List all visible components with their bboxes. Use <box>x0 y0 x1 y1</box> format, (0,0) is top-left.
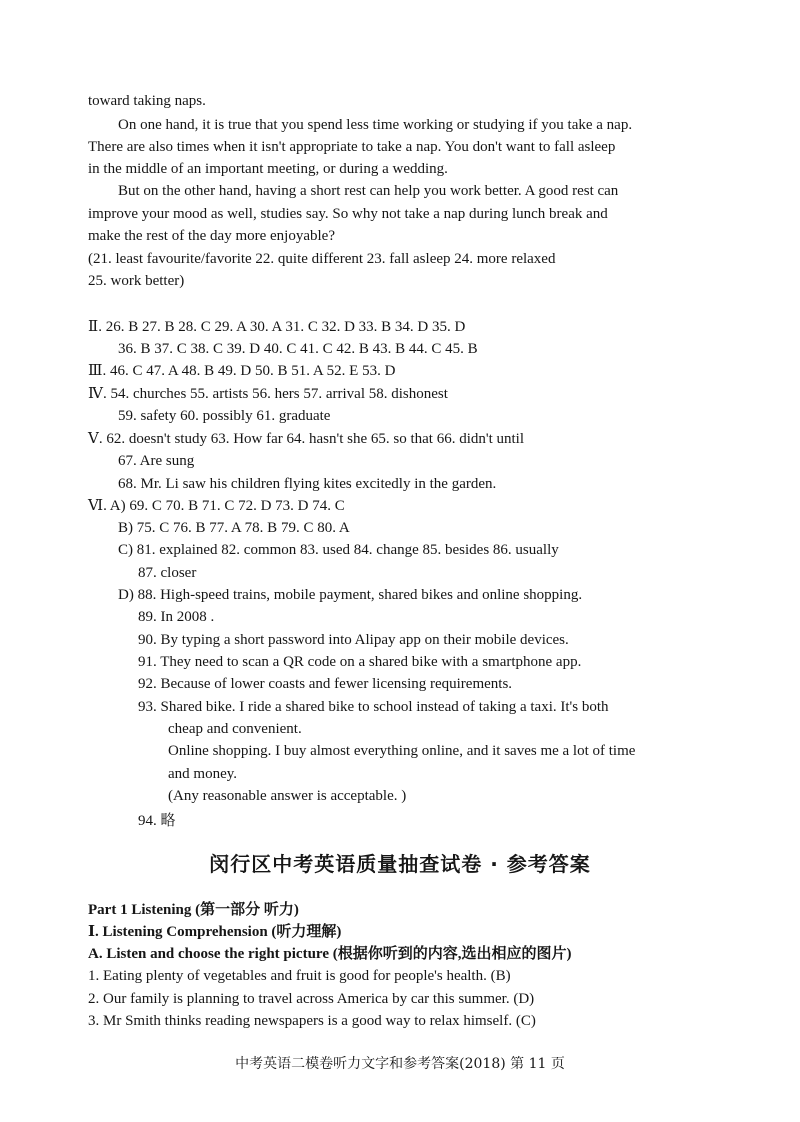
section-6-answers-d: D) 88. High-speed trains, mobile payment, shared bikes and online shopping. <box>118 587 583 603</box>
passage-answers: (21. least favourite/favorite 22. quite different 23. fall asleep 24. more relaxed <box>88 251 556 267</box>
listening-item: 2. Our family is planning to travel across America by car this summer. (D) <box>88 991 535 1007</box>
section-6-answers-b: B) 75. C 76. B 77. A 78. B 79. C 80. A <box>118 520 350 536</box>
question-instruction: A. Listen and choose the right picture (根据你听到的内容,选出相应的图片) <box>88 946 572 962</box>
passage-line: There are also times when it isn't appropriate to take a nap. You don't want to fall asleep <box>88 139 616 155</box>
section-5-answers: 67. Are sung <box>118 453 195 469</box>
listening-item: 1. Eating plenty of vegetables and fruit is good for people's health. (B) <box>88 968 511 984</box>
part-subheading: Ⅰ. Listening Comprehension (听力理解) <box>88 924 342 940</box>
part-heading: Part 1 Listening (第一部分 听力) <box>88 902 299 918</box>
section-6-answers-d: (Any reasonable answer is acceptable. ) <box>168 788 407 804</box>
section-6-answers-d: 94. 略 <box>138 813 176 829</box>
passage-line: toward taking naps. <box>88 93 206 109</box>
section-6-answers-d: Online shopping. I buy almost everything online, and it saves me a lot of time <box>168 743 636 759</box>
page-footer: 中考英语二模卷听力文字和参考答案(2018) 第 11 页 <box>235 1056 565 1072</box>
passage-line: improve your mood as well, studies say. So why not take a nap during lunch break and <box>88 206 608 222</box>
section-6-answers-d: 92. Because of lower coasts and fewer licensing requirements. <box>138 676 513 692</box>
passage-answers: 25. work better) <box>88 273 185 289</box>
section-6-answers-d: 89. In 2008 . <box>138 609 215 625</box>
section-6-answers-d: 90. By typing a short password into Alipay app on their mobile devices. <box>138 632 569 648</box>
section-3-answers: Ⅲ. 46. C 47. A 48. B 49. D 50. B 51. A 52. E 53. D <box>88 363 396 379</box>
section-5-answers: Ⅴ. 62. doesn't study 63. How far 64. hasn't she 65. so that 66. didn't until <box>88 431 524 447</box>
section-6-answers-a: Ⅵ. A) 69. C 70. B 71. C 72. D 73. D 74. C <box>88 498 345 514</box>
passage-line: in the middle of an important meeting, or during a wedding. <box>88 161 448 177</box>
section-5-answers: 68. Mr. Li saw his children flying kites excitedly in the garden. <box>118 476 497 492</box>
section-2-answers: Ⅱ. 26. B 27. B 28. C 29. A 30. A 31. C 32. D 33. B 34. D 35. D <box>88 319 466 335</box>
listening-item: 3. Mr Smith thinks reading newspapers is a good way to relax himself. (C) <box>88 1013 536 1029</box>
passage-line: On one hand, it is true that you spend less time working or studying if you take a nap. <box>118 117 633 133</box>
section-6-answers-c: C) 81. explained 82. common 83. used 84. change 85. besides 86. usually <box>118 542 559 558</box>
section-4-answers: Ⅳ. 54. churches 55. artists 56. hers 57. arrival 58. dishonest <box>88 386 448 402</box>
section-6-answers-d: and money. <box>168 766 238 782</box>
section-6-answers-d: cheap and convenient. <box>168 721 302 737</box>
section-title: 闵行区中考英语质量抽查试卷 · 参考答案 <box>209 852 591 876</box>
passage-line: But on the other hand, having a short rest can help you work better. A good rest can <box>118 183 619 199</box>
section-6-answers-d: 91. They need to scan a QR code on a shared bike with a smartphone app. <box>138 654 582 670</box>
section-6-answers-d: 93. Shared bike. I ride a shared bike to school instead of taking a taxi. It's both <box>138 699 609 715</box>
section-6-answers-c: 87. closer <box>138 565 197 581</box>
passage-line: make the rest of the day more enjoyable? <box>88 228 335 244</box>
section-4-answers: 59. safety 60. possibly 61. graduate <box>118 408 331 424</box>
section-2-answers: 36. B 37. C 38. C 39. D 40. C 41. C 42. B 43. B 44. C 45. B <box>118 341 478 357</box>
